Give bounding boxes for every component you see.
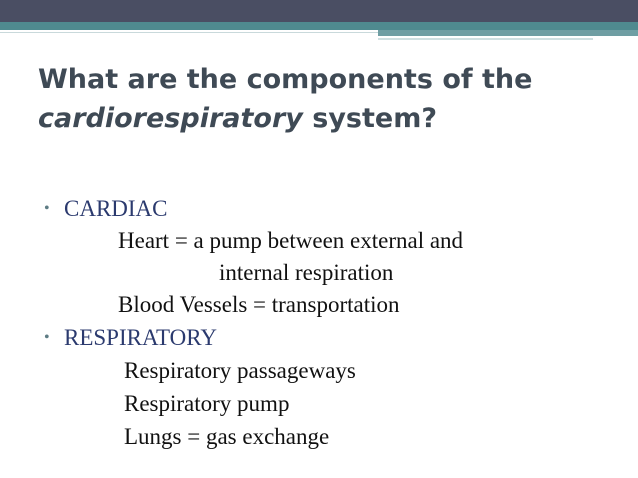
bullet-marker: • bbox=[44, 200, 50, 217]
list-item: Lungs = gas exchange bbox=[124, 424, 330, 449]
title-italic-word: cardiorespiratory bbox=[38, 103, 303, 134]
accent-line bbox=[0, 32, 378, 33]
section-heading-cardiac: CARDIAC bbox=[64, 196, 168, 221]
section-heading-respiratory: RESPIRATORY bbox=[64, 325, 217, 350]
list-item: Blood Vessels = transportation bbox=[118, 292, 400, 317]
slide-title bbox=[38, 60, 618, 138]
header-band bbox=[0, 0, 638, 22]
list-item: internal respiration bbox=[219, 260, 394, 285]
title-line-2-rest: system? bbox=[302, 103, 438, 134]
bullet-marker: • bbox=[44, 329, 50, 346]
accent-line-right bbox=[378, 38, 593, 40]
title-line-1: What are the components of the bbox=[38, 64, 533, 95]
title-line-2 bbox=[38, 99, 618, 138]
list-item: Heart = a pump between external and bbox=[118, 228, 464, 253]
accent-strip bbox=[0, 22, 638, 30]
list-item: Respiratory pump bbox=[124, 391, 290, 416]
list-item: Respiratory passageways bbox=[124, 358, 356, 383]
accent-strip-right bbox=[378, 30, 638, 36]
